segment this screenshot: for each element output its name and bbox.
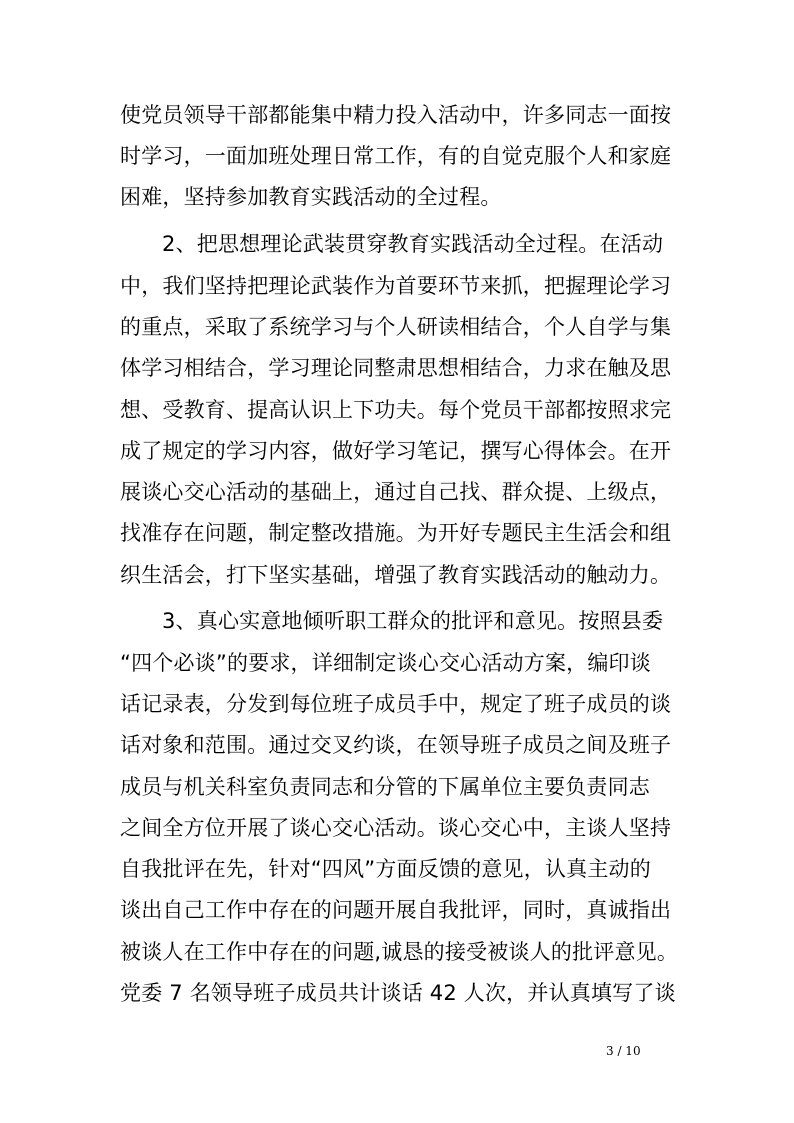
paragraph-line: 党委 7 名领导班子成员共计谈话 42 人次，并认真填写了谈 — [120, 981, 676, 1005]
paragraph-line: 体学习相结合，学习理论同整肃思想相结合，力求在触及思 — [120, 356, 672, 380]
paragraph-first-line: 3、真心实意地倾听职工群众的批评和意见。按照县委 — [162, 609, 664, 633]
paragraph-line: 织生活会，打下坚实基础，增强了教育实践活动的触动力。 — [120, 563, 672, 587]
paragraph-line: 自我批评在先，针对“四风”方面反馈的意见，认真主动的 — [120, 857, 651, 881]
paragraph-line: 中，我们坚持把理论武装作为首要环节来抓，把握理论学习 — [120, 274, 672, 298]
paragraph-line: 话记录表，分发到每位班子成员手中，规定了班子成员的谈 — [120, 692, 672, 716]
paragraph-line: 时学习，一面加班处理日常工作，有的自觉克服个人和家庭 — [120, 144, 672, 168]
paragraph-line: 被谈人在工作中存在的问题,诚恳的接受被谈人的批评意见。 — [120, 940, 679, 964]
paragraph-line: 找准存在问题，制定整改措施。为开好专题民主生活会和组 — [120, 521, 672, 545]
page-number: 3 / 10 — [606, 1044, 641, 1058]
paragraph-line: 使党员领导干部都能集中精力投入活动中，许多同志一面按 — [120, 103, 672, 127]
paragraph-line: 成了规定的学习内容，做好学习笔记，撰写心得体会。在开 — [120, 439, 672, 463]
paragraph-line: 展谈心交心活动的基础上，通过自己找、群众提、上级点， — [120, 480, 672, 504]
paragraph-line: 困难，坚持参加教育实践活动的全过程。 — [120, 185, 502, 209]
paragraph-line: 话对象和范围。通过交叉约谈，在领导班子成员之间及班子 — [120, 733, 672, 757]
paragraph-line: 谈出自己工作中存在的问题开展自我批评，同时，真诚指出 — [120, 898, 672, 922]
paragraph-line: 想、受教育、提高认识上下功夫。每个党员干部都按照求完 — [120, 398, 672, 422]
paragraph-line: 的重点，采取了系统学习与个人研读相结合，个人自学与集 — [120, 315, 672, 339]
paragraph-first-line: 2、把思想理论武装贯穿教育实践活动全过程。在活动 — [162, 232, 664, 256]
paragraph-line: 成员与机关科室负责同志和分管的下属单位主要负责同志 — [120, 775, 650, 799]
paragraph-line: 之间全方位开展了谈心交心活动。谈心交心中，主谈人坚持 — [120, 816, 672, 840]
paragraph-line: “四个必谈”的要求，详细制定谈心交心活动方案，编印谈 — [120, 651, 651, 675]
